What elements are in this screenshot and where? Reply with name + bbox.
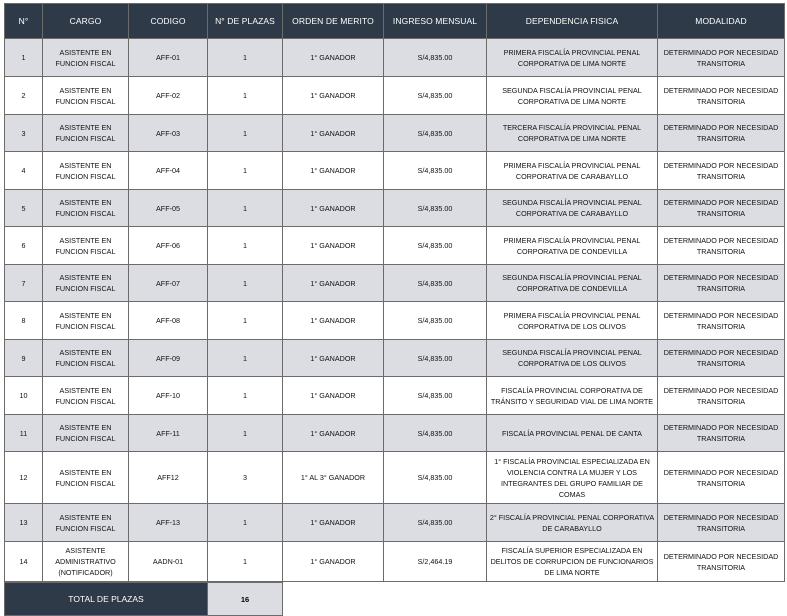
cell-orden: 1° AL 3° GANADOR <box>283 452 384 504</box>
table-row <box>5 504 785 542</box>
cell-orden: 1° GANADOR <box>283 415 384 452</box>
table-row <box>5 377 785 415</box>
cell-modalidad: DETERMINADO POR NECESIDAD TRANSITORIA <box>658 415 785 452</box>
cell-orden: 1° GANADOR <box>283 152 384 190</box>
cell-codigo: AFF-08 <box>129 302 208 340</box>
table-body <box>5 39 785 582</box>
cell-n: 7 <box>5 265 43 302</box>
cell-plazas: 1 <box>208 340 283 377</box>
cell-dependencia: PRIMERA FISCALÍA PROVINCIAL PENAL CORPORATIVA DE CONDEVILLA <box>487 227 658 265</box>
plazas-table-container <box>4 3 784 616</box>
cell-cargo: ASISTENTE EN FUNCION FISCAL <box>43 340 129 377</box>
cell-codigo: AFF-11 <box>129 415 208 452</box>
cell-plazas: 1 <box>208 504 283 542</box>
cell-cargo: ASISTENTE EN FUNCION FISCAL <box>43 115 129 152</box>
cell-cargo: ASISTENTE ADMINISTRATIVO (NOTIFICADOR) <box>43 542 129 582</box>
cell-n: 12 <box>5 452 43 504</box>
cell-n: 11 <box>5 415 43 452</box>
table-row <box>5 190 785 227</box>
cell-n: 6 <box>5 227 43 265</box>
cell-plazas: 1 <box>208 39 283 77</box>
table-row <box>5 77 785 115</box>
cell-plazas: 1 <box>208 227 283 265</box>
table-row <box>5 227 785 265</box>
cell-plazas: 1 <box>208 265 283 302</box>
cell-ingreso: S/4,835.00 <box>384 265 487 302</box>
cell-dependencia: SEGUNDA FISCALÍA PROVINCIAL PENAL CORPORATIVA DE CONDEVILLA <box>487 265 658 302</box>
cell-orden: 1° GANADOR <box>283 340 384 377</box>
table-row <box>5 152 785 190</box>
cell-modalidad: DETERMINADO POR NECESIDAD TRANSITORIA <box>658 265 785 302</box>
cell-ingreso: S/4,835.00 <box>384 152 487 190</box>
cell-dependencia: FISCALÍA PROVINCIAL PENAL DE CANTA <box>487 415 658 452</box>
cell-modalidad: DETERMINADO POR NECESIDAD TRANSITORIA <box>658 77 785 115</box>
header-ingreso: INGRESO MENSUAL <box>384 4 487 39</box>
table-row <box>5 452 785 504</box>
cell-cargo: ASISTENTE EN FUNCION FISCAL <box>43 302 129 340</box>
cell-codigo: AFF-05 <box>129 190 208 227</box>
cell-orden: 1° GANADOR <box>283 115 384 152</box>
cell-ingreso: S/4,835.00 <box>384 227 487 265</box>
header-plazas: N° DE PLAZAS <box>208 4 283 39</box>
cell-modalidad: DETERMINADO POR NECESIDAD TRANSITORIA <box>658 542 785 582</box>
cell-ingreso: S/4,835.00 <box>384 452 487 504</box>
cell-orden: 1° GANADOR <box>283 190 384 227</box>
header-modalidad: MODALIDAD <box>658 4 785 39</box>
cell-cargo: ASISTENTE EN FUNCION FISCAL <box>43 452 129 504</box>
header-n: N° <box>5 4 43 39</box>
cell-dependencia: 1° FISCALÍA PROVINCIAL ESPECIALIZADA EN VIOLENCIA CONTRA LA MUJER Y LOS INTEGRANTES DEL GRUPO FAMILIAR DE COMAS <box>487 452 658 504</box>
cell-ingreso: S/4,835.00 <box>384 504 487 542</box>
cell-dependencia: FISCALÍA PROVINCIAL CORPORATIVA DE TRÁNSITO Y SEGURIDAD VIAL DE LIMA NORTE <box>487 377 658 415</box>
cell-cargo: ASISTENTE EN FUNCION FISCAL <box>43 415 129 452</box>
cell-n: 13 <box>5 504 43 542</box>
cell-orden: 1° GANADOR <box>283 302 384 340</box>
table-row <box>5 340 785 377</box>
cell-plazas: 1 <box>208 152 283 190</box>
total-plazas-label: TOTAL DE PLAZAS <box>4 582 208 616</box>
cell-codigo: AADN-01 <box>129 542 208 582</box>
cell-codigo: AFF-09 <box>129 340 208 377</box>
cell-plazas: 1 <box>208 190 283 227</box>
cell-ingreso: S/4,835.00 <box>384 77 487 115</box>
header-dependencia: DEPENDENCIA FISICA <box>487 4 658 39</box>
cell-modalidad: DETERMINADO POR NECESIDAD TRANSITORIA <box>658 152 785 190</box>
cell-n: 1 <box>5 39 43 77</box>
cell-modalidad: DETERMINADO POR NECESIDAD TRANSITORIA <box>658 377 785 415</box>
cell-dependencia: PRIMERA FISCALÍA PROVINCIAL PENAL CORPORATIVA DE LIMA NORTE <box>487 39 658 77</box>
cell-modalidad: DETERMINADO POR NECESIDAD TRANSITORIA <box>658 115 785 152</box>
cell-n: 8 <box>5 302 43 340</box>
table-row <box>5 265 785 302</box>
header-orden: ORDEN DE MERITO <box>283 4 384 39</box>
cell-codigo: AFF-10 <box>129 377 208 415</box>
cell-ingreso: S/4,835.00 <box>384 340 487 377</box>
plazas-table <box>4 3 785 582</box>
table-row <box>5 415 785 452</box>
cell-dependencia: 2° FISCALÍA PROVINCIAL PENAL CORPORATIVA DE CARABAYLLO <box>487 504 658 542</box>
table-row <box>5 302 785 340</box>
cell-orden: 1° GANADOR <box>283 377 384 415</box>
totals-row <box>4 582 784 616</box>
cell-plazas: 1 <box>208 77 283 115</box>
cell-modalidad: DETERMINADO POR NECESIDAD TRANSITORIA <box>658 227 785 265</box>
cell-dependencia: SEGUNDA FISCALÍA PROVINCIAL PENAL CORPORATIVA DE LOS OLIVOS <box>487 340 658 377</box>
cell-plazas: 1 <box>208 542 283 582</box>
cell-ingreso: S/2,464.19 <box>384 542 487 582</box>
cell-codigo: AFF12 <box>129 452 208 504</box>
header-codigo: CODIGO <box>129 4 208 39</box>
cell-cargo: ASISTENTE EN FUNCION FISCAL <box>43 39 129 77</box>
cell-ingreso: S/4,835.00 <box>384 190 487 227</box>
cell-cargo: ASISTENTE EN FUNCION FISCAL <box>43 190 129 227</box>
cell-dependencia: SEGUNDA FISCALÍA PROVINCIAL PENAL CORPORATIVA DE LIMA NORTE <box>487 77 658 115</box>
cell-modalidad: DETERMINADO POR NECESIDAD TRANSITORIA <box>658 190 785 227</box>
cell-n: 14 <box>5 542 43 582</box>
cell-cargo: ASISTENTE EN FUNCION FISCAL <box>43 504 129 542</box>
cell-plazas: 1 <box>208 302 283 340</box>
cell-n: 3 <box>5 115 43 152</box>
cell-codigo: AFF-03 <box>129 115 208 152</box>
cell-dependencia: SEGUNDA FISCALÍA PROVINCIAL PENAL CORPORATIVA DE CARABAYLLO <box>487 190 658 227</box>
cell-n: 5 <box>5 190 43 227</box>
total-plazas-value: 16 <box>208 582 283 616</box>
table-row <box>5 39 785 77</box>
cell-cargo: ASISTENTE EN FUNCION FISCAL <box>43 265 129 302</box>
cell-orden: 1° GANADOR <box>283 542 384 582</box>
cell-dependencia: FISCALÍA SUPERIOR ESPECIALIZADA EN DELITOS DE CORRUPCION DE FUNCIONARIOS DE LIMA NORTE <box>487 542 658 582</box>
cell-plazas: 1 <box>208 415 283 452</box>
cell-ingreso: S/4,835.00 <box>384 415 487 452</box>
cell-dependencia: PRIMERA FISCALÍA PROVINCIAL PENAL CORPORATIVA DE CARABAYLLO <box>487 152 658 190</box>
table-row <box>5 115 785 152</box>
cell-modalidad: DETERMINADO POR NECESIDAD TRANSITORIA <box>658 452 785 504</box>
cell-orden: 1° GANADOR <box>283 265 384 302</box>
table-row <box>5 542 785 582</box>
cell-codigo: AFF-02 <box>129 77 208 115</box>
cell-dependencia: TERCERA FISCALÍA PROVINCIAL PENAL CORPORATIVA DE LIMA NORTE <box>487 115 658 152</box>
header-cargo: CARGO <box>43 4 129 39</box>
cell-codigo: AFF-01 <box>129 39 208 77</box>
cell-plazas: 1 <box>208 377 283 415</box>
cell-dependencia: PRIMERA FISCALÍA PROVINCIAL PENAL CORPORATIVA DE LOS OLIVOS <box>487 302 658 340</box>
cell-codigo: AFF-04 <box>129 152 208 190</box>
cell-n: 10 <box>5 377 43 415</box>
cell-plazas: 3 <box>208 452 283 504</box>
cell-n: 2 <box>5 77 43 115</box>
cell-codigo: AFF-07 <box>129 265 208 302</box>
cell-modalidad: DETERMINADO POR NECESIDAD TRANSITORIA <box>658 302 785 340</box>
cell-cargo: ASISTENTE EN FUNCION FISCAL <box>43 227 129 265</box>
cell-cargo: ASISTENTE EN FUNCION FISCAL <box>43 377 129 415</box>
cell-modalidad: DETERMINADO POR NECESIDAD TRANSITORIA <box>658 340 785 377</box>
cell-ingreso: S/4,835.00 <box>384 377 487 415</box>
table-header-row <box>5 4 785 39</box>
cell-orden: 1° GANADOR <box>283 39 384 77</box>
cell-plazas: 1 <box>208 115 283 152</box>
cell-orden: 1° GANADOR <box>283 227 384 265</box>
cell-orden: 1° GANADOR <box>283 504 384 542</box>
cell-n: 9 <box>5 340 43 377</box>
cell-codigo: AFF-13 <box>129 504 208 542</box>
cell-modalidad: DETERMINADO POR NECESIDAD TRANSITORIA <box>658 39 785 77</box>
cell-ingreso: S/4,835.00 <box>384 115 487 152</box>
cell-n: 4 <box>5 152 43 190</box>
cell-codigo: AFF-06 <box>129 227 208 265</box>
cell-ingreso: S/4,835.00 <box>384 39 487 77</box>
cell-cargo: ASISTENTE EN FUNCION FISCAL <box>43 152 129 190</box>
cell-modalidad: DETERMINADO POR NECESIDAD TRANSITORIA <box>658 504 785 542</box>
cell-ingreso: S/4,835.00 <box>384 302 487 340</box>
cell-orden: 1° GANADOR <box>283 77 384 115</box>
cell-cargo: ASISTENTE EN FUNCION FISCAL <box>43 77 129 115</box>
